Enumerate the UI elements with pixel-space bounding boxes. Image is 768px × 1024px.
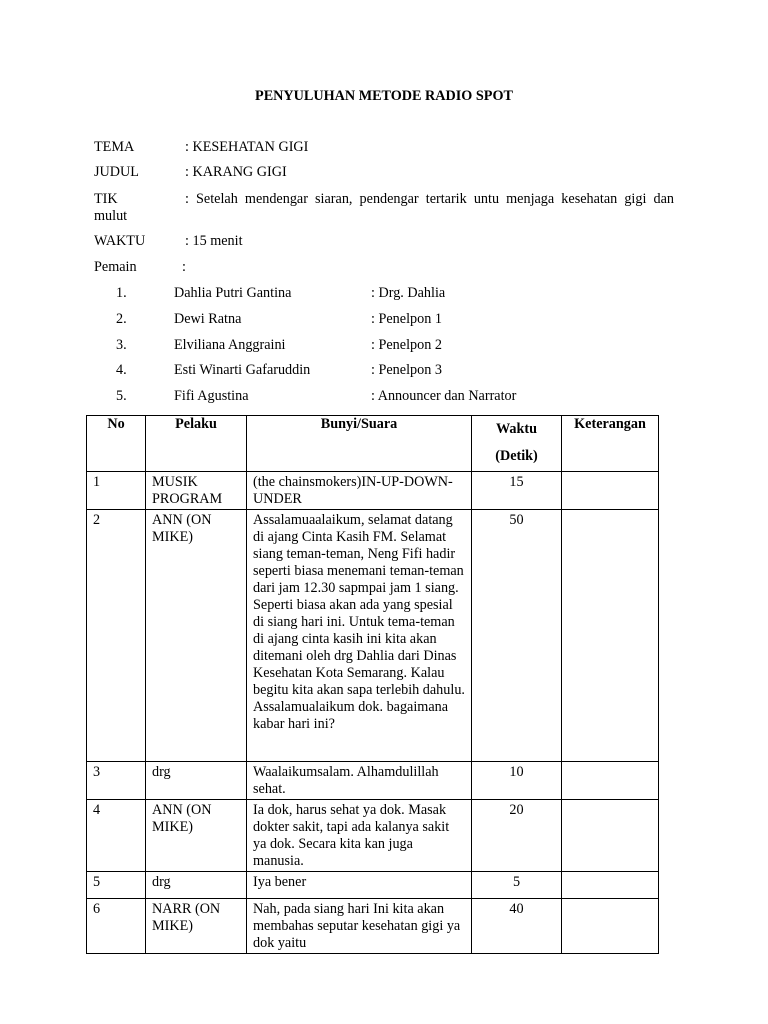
cell-bunyi: Ia dok, harus sehat ya dok. Masak dokter sakit, tapi ada kalanya sakit ya dok. Secara kita kan juga manusia. [247,800,472,872]
meta-pemain-label: Pemain [94,259,137,275]
cell-bunyi: Waalaikumsalam. Alhamdulillah sehat. [247,762,472,800]
header-pelaku: Pelaku [146,416,247,472]
cell-pelaku: ANN (ON MIKE) [146,510,247,762]
cell-bunyi: Assalamuaalaikum, selamat datang di ajang Cinta Kasih FM. Selamat siang teman-teman, Neng Fifi hadir seperti biasa menemani teman-teman dari jam 12.30 sapmpai jam 1 siang. Seperti biasa akan ada yang spesial di siang hari ini. Untuk tema-teman di ajang cinta kasih ini kita akan ditemani oleh drg Dahlia dari Dinas Kesehatan Kota Semarang. Kalau begitu kita akan sapa terlebih dahulu. Assalamualaikum dok. bagaimana kabar hari ini? [247,510,472,762]
player-role: : Announcer dan Narrator [371,388,517,404]
cell-keterangan [562,472,659,510]
player-role: : Penelpon 2 [371,337,442,353]
cell-pelaku: drg [146,872,247,899]
cell-bunyi: (the chainsmokers)IN-UP-DOWN-UNDER [247,472,472,510]
script-table [86,415,659,954]
player-name: Esti Winarti Gafaruddin [174,362,311,378]
cell-keterangan [562,762,659,800]
cell-pelaku: drg [146,762,247,800]
document-title: PENYULUHAN METODE RADIO SPOT [255,88,513,104]
cell-no: 6 [87,899,146,954]
player-number: 2. [116,311,127,327]
cell-no: 4 [87,800,146,872]
header-waktu-line1: Waktu [495,421,537,437]
player-name: Dewi Ratna [174,311,242,327]
table-row [87,800,659,872]
meta-waktu-value: : 15 menit [185,233,243,249]
cell-keterangan [562,872,659,899]
cell-no: 2 [87,510,146,762]
cell-waktu: 5 [472,872,562,899]
meta-tik-label: TIK [94,191,118,207]
meta-waktu-label: WAKTU [94,233,146,249]
cell-keterangan [562,800,659,872]
table-row [87,472,659,510]
cell-keterangan [562,510,659,762]
meta-tema-label: TEMA [94,139,135,155]
header-bunyi: Bunyi/Suara [247,416,472,472]
cell-bunyi: Iya bener [247,872,472,899]
cell-no: 1 [87,472,146,510]
player-number: 5. [116,388,127,404]
table-row [87,510,659,762]
player-role: : Penelpon 3 [371,362,442,378]
header-keterangan: Keterangan [562,416,659,472]
player-number: 4. [116,362,127,378]
cell-no: 3 [87,762,146,800]
cell-waktu: 40 [472,899,562,954]
player-name: Elviliana Anggraini [174,337,286,353]
meta-tema-value: : KESEHATAN GIGI [185,139,309,155]
table-header-row [87,416,659,472]
table-row [87,899,659,954]
header-waktu [472,416,562,472]
meta-tik-value: : Setelah mendengar siaran, pendengar tertarik untu menjaga kesehatan gigi dan mulut [94,191,674,224]
header-waktu-line2: (Detik) [495,448,538,464]
cell-waktu: 20 [472,800,562,872]
player-name: Dahlia Putri Gantina [174,285,292,301]
player-number: 3. [116,337,127,353]
cell-waktu: 10 [472,762,562,800]
table-row [87,872,659,899]
player-role: : Drg. Dahlia [371,285,446,301]
meta-judul-value: : KARANG GIGI [185,164,287,180]
cell-no: 5 [87,872,146,899]
header-no: No [87,416,146,472]
cell-pelaku: MUSIK PROGRAM [146,472,247,510]
cell-waktu: 50 [472,510,562,762]
meta-pemain-value: : [182,259,186,275]
cell-pelaku: NARR (ON MIKE) [146,899,247,954]
player-number: 1. [116,285,127,301]
cell-pelaku: ANN (ON MIKE) [146,800,247,872]
player-role: : Penelpon 1 [371,311,442,327]
table-row [87,762,659,800]
meta-judul-label: JUDUL [94,164,139,180]
player-name: Fifi Agustina [174,388,249,404]
cell-keterangan [562,899,659,954]
cell-waktu: 15 [472,472,562,510]
cell-bunyi: Nah, pada siang hari Ini kita akan membahas seputar kesehatan gigi ya dok yaitu [247,899,472,954]
